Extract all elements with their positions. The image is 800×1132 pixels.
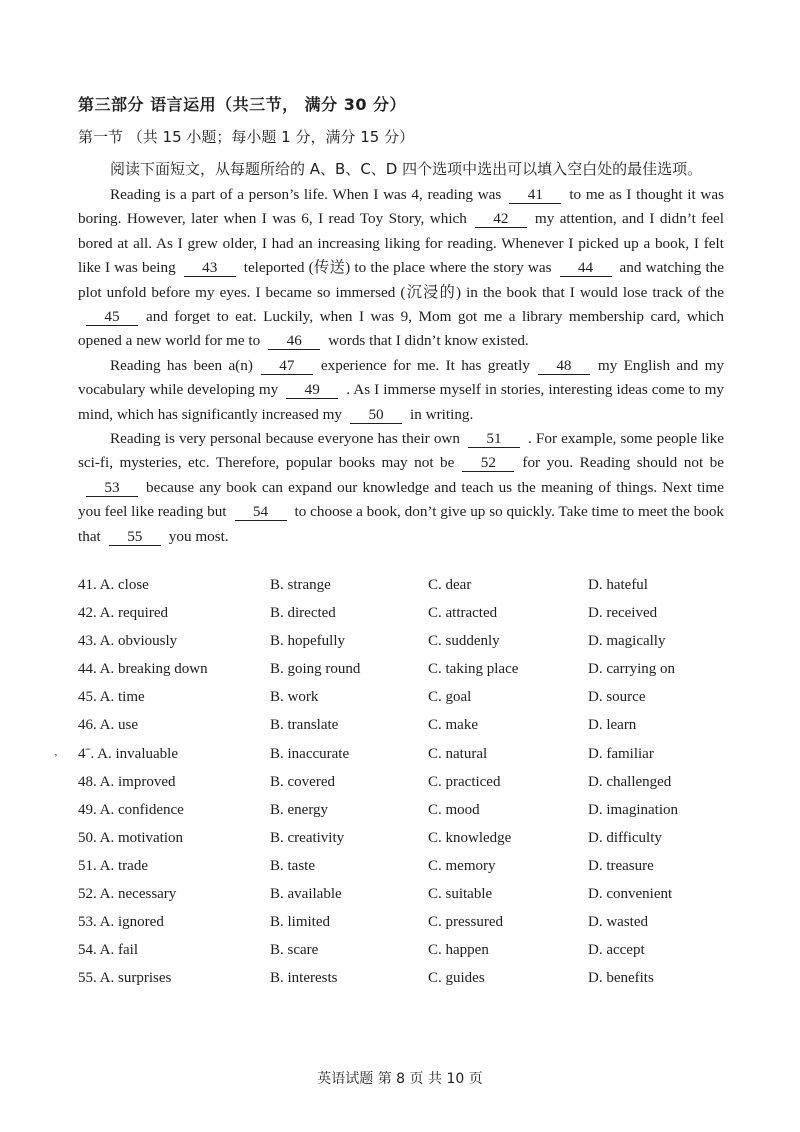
- paragraph-1: [78, 183, 724, 354]
- option-b: B. covered: [270, 773, 335, 790]
- option-c: C. practiced: [428, 773, 501, 790]
- page-footer: 英语试题 第 8 页 共 10 页: [317, 1071, 483, 1087]
- option-d: D. learn: [588, 717, 637, 734]
- blank-42: 42: [475, 210, 527, 228]
- section-heading: 第一节 （共 15 小题；每小题 1 分，满分 15 分）: [78, 128, 415, 146]
- option-a: 49. A. confidence: [78, 801, 184, 818]
- blank-44: 44: [560, 259, 612, 277]
- option-row: [78, 717, 738, 745]
- option-d: D. received: [588, 605, 658, 622]
- option-b: B. limited: [270, 914, 330, 931]
- option-c: C. taking place: [428, 661, 519, 678]
- passage-text: teleported (传送) to the place where the story was: [243, 259, 552, 277]
- option-b: B. creativity: [270, 829, 345, 846]
- option-row: [78, 577, 738, 605]
- passage-text: my English and my vocabulary while developing my: [78, 356, 724, 399]
- passage-text: in writing.: [410, 405, 474, 423]
- passage-text: Reading is a part of a person’s life. When I was 4, reading was: [110, 186, 502, 203]
- option-c: C. suitable: [428, 886, 493, 903]
- option-b: B. taste: [270, 857, 315, 874]
- blank-51: 51: [468, 430, 520, 448]
- option-c: C. make: [428, 717, 478, 734]
- option-c: C. attracted: [428, 605, 498, 622]
- passage-text: and watching the plot unfold before my eyes. I became so immersed (沉浸的) in the book that I would lose track of the: [78, 259, 724, 301]
- blank-49: 49: [286, 381, 338, 399]
- passage-text: because any book can expand our knowledge and teach us the meaning of things. Next time you feel like reading but: [78, 478, 724, 521]
- option-a: 53. A. ignored: [78, 914, 164, 931]
- option-d: D. wasted: [588, 914, 648, 931]
- paragraph-3: [78, 427, 724, 549]
- option-row: [78, 689, 738, 717]
- option-b: B. translate: [270, 717, 339, 734]
- passage-text: to me as I thought it was boring. However, later when I was 6, I read Toy Story, which: [78, 186, 725, 228]
- option-c: C. pressured: [428, 914, 503, 931]
- option-b: B. interests: [270, 970, 338, 987]
- passage-text: words that I didn’t know existed.: [328, 332, 529, 350]
- margin-mark: ’: [54, 752, 58, 764]
- options-list: [78, 577, 738, 998]
- part-heading: 第三部分 语言运用（共三节， 满分 30 分）: [78, 95, 407, 114]
- option-c: C. mood: [428, 801, 480, 818]
- blank-48: 48: [538, 357, 590, 375]
- option-row: [78, 942, 738, 970]
- option-row: [78, 633, 738, 661]
- blank-43: 43: [184, 259, 236, 277]
- option-row: [78, 858, 738, 886]
- option-a: 42. A. required: [78, 605, 168, 622]
- blank-53: 53: [86, 479, 138, 497]
- option-b: B. directed: [270, 605, 336, 622]
- option-d: D. carrying on: [588, 661, 676, 678]
- option-d: D. imagination: [588, 801, 678, 818]
- option-d: D. familiar: [588, 745, 654, 762]
- option-d: D. benefits: [588, 970, 654, 987]
- option-a: 48. A. improved: [78, 773, 176, 790]
- blank-47: 47: [261, 357, 313, 375]
- instruction-text: 阅读下面短文，从每题所给的 A、B、C、D 四个选项中选出可以填入空白处的最佳选项。: [110, 160, 703, 178]
- option-a: 41. A. close: [78, 577, 149, 593]
- passage-text: . As I immerse myself in stories, interesting ideas come to my mind, which has significantly increased my: [78, 381, 724, 423]
- option-b: B. inaccurate: [270, 745, 350, 762]
- passage-text: my attention, and I didn’t feel bored at all. As I grew older, I had an increasing liking for reading. Whenever I picked up a book, I felt like I was being: [78, 210, 724, 277]
- blank-45: 45: [86, 308, 138, 326]
- option-a: 44. A. breaking down: [78, 661, 208, 678]
- passage-text: you most.: [168, 527, 229, 545]
- option-row: [78, 830, 738, 858]
- option-a: 51. A. trade: [78, 857, 148, 874]
- passage-text: for you. Reading should not be: [522, 454, 724, 472]
- paragraph-2: [78, 354, 724, 427]
- option-b: B. work: [270, 689, 319, 706]
- blank-41: 41: [509, 186, 561, 204]
- option-a: 45. A. time: [78, 689, 145, 706]
- option-b: B. strange: [270, 577, 331, 593]
- option-d: D. hateful: [588, 577, 648, 593]
- option-c: C. knowledge: [428, 829, 512, 846]
- option-row: [78, 661, 738, 689]
- blank-46: 46: [268, 332, 320, 350]
- option-a: 52. A. necessary: [78, 886, 177, 903]
- option-c: C. dear: [428, 577, 472, 593]
- option-d: D. accept: [588, 942, 645, 959]
- option-c: C. happen: [428, 942, 489, 959]
- cloze-passage: [78, 183, 724, 549]
- option-row: [78, 746, 738, 774]
- option-b: B. hopefully: [270, 633, 345, 650]
- option-b: B. going round: [270, 661, 361, 678]
- option-b: B. scare: [270, 942, 319, 959]
- option-c: C. memory: [428, 857, 496, 874]
- option-d: D. magically: [588, 633, 666, 650]
- blank-55: 55: [109, 528, 161, 546]
- blank-50: 50: [350, 406, 402, 424]
- passage-text: . For example, some people like sci-fi, mysteries, etc. Therefore, popular books may not be: [78, 430, 724, 472]
- passage-text: Reading has been a(n): [110, 356, 253, 374]
- option-d: D. source: [588, 689, 646, 706]
- option-row: [78, 774, 738, 802]
- option-row: [78, 970, 738, 998]
- passage-text: Reading is very personal because everyone has their own: [110, 430, 460, 448]
- option-c: C. goal: [428, 689, 472, 706]
- option-row: [78, 886, 738, 914]
- option-c: C. guides: [428, 970, 485, 987]
- option-b: B. available: [270, 886, 342, 903]
- blank-52: 52: [462, 454, 514, 472]
- passage-text: to choose a book, don’t give up so quickly. Take time to meet the book that: [78, 503, 725, 545]
- option-a: 55. A. surprises: [78, 970, 172, 987]
- option-row: [78, 605, 738, 633]
- option-c: C. natural: [428, 745, 488, 762]
- option-d: D. challenged: [588, 773, 672, 790]
- option-d: D. convenient: [588, 886, 673, 903]
- option-a: 4ˉ. A. invaluable: [78, 745, 178, 762]
- option-row: [78, 914, 738, 942]
- passage-text: and forget to eat. Luckily, when I was 9, Mom got me a library membership card, which opened a new world for me to: [78, 308, 724, 350]
- option-a: 43. A. obviously: [78, 633, 178, 650]
- option-a: 54. A. fail: [78, 942, 138, 959]
- option-d: D. difficulty: [588, 829, 662, 846]
- option-row: [78, 802, 738, 830]
- passage-text: experience for me. It has greatly: [320, 356, 530, 374]
- option-a: 46. A. use: [78, 717, 138, 734]
- option-a: 50. A. motivation: [78, 829, 183, 846]
- blank-54: 54: [235, 503, 287, 521]
- option-b: B. energy: [270, 801, 329, 818]
- option-c: C. suddenly: [428, 633, 500, 650]
- option-d: D. treasure: [588, 857, 654, 874]
